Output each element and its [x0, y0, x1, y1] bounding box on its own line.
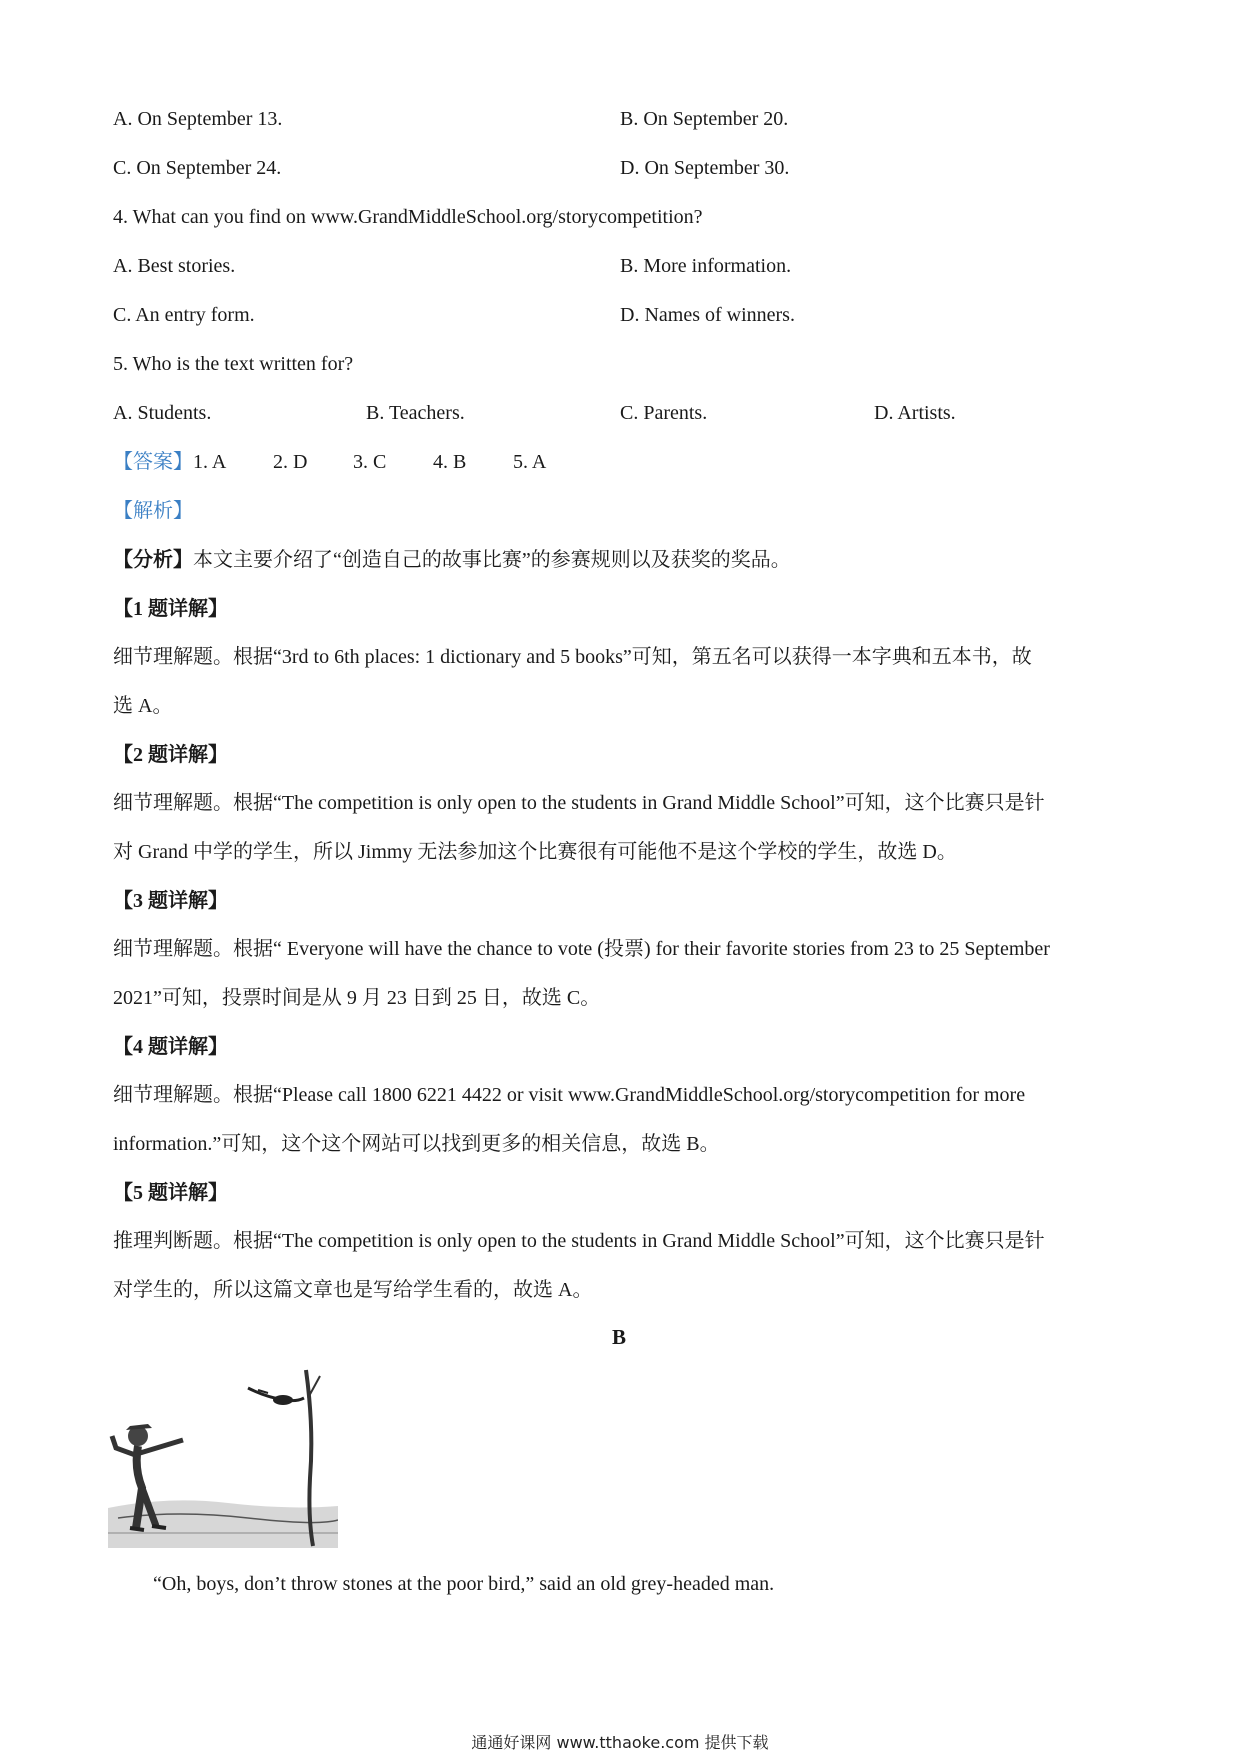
boy-throwing-stone-illustration — [108, 1368, 338, 1548]
q3-option-a: A. On September 13. — [113, 108, 283, 130]
answer-label: 【答案】 — [113, 451, 193, 473]
answer-item-1: 1. A — [193, 451, 227, 473]
detail-3-line1: 细节理解题。根据“ Everyone will have the chance to vote (投票) for their favorite stories from 23 to 25 September — [113, 938, 1050, 960]
summary-label: 【分析】 — [113, 549, 193, 571]
analysis-label: 【解析】 — [113, 500, 193, 522]
q4-question: 4. What can you find on www.GrandMiddleSchool.org/storycompetition? — [113, 206, 703, 228]
detail-5-line2: 对学生的，所以这篇文章也是写给学生看的，故选 A。 — [113, 1279, 593, 1301]
q5-option-a: A. Students. — [113, 402, 212, 424]
q3-option-c: C. On September 24. — [113, 157, 282, 179]
footer-watermark: 通通好课网 www.tthaoke.com 提供下载 — [471, 1733, 769, 1752]
detail-5-line1: 推理判断题。根据“The competition is only open to the students in Grand Middle School”可知，这个比赛只是针 — [113, 1230, 1045, 1252]
detail-1-line1: 细节理解题。根据“3rd to 6th places: 1 dictionary and 5 books”可知，第五名可以获得一本字典和五本书，故 — [113, 646, 1032, 668]
q4-option-b: B. More information. — [620, 255, 792, 277]
q5-option-b: B. Teachers. — [366, 402, 465, 424]
answer-item-5: 5. A — [513, 451, 547, 473]
summary-line — [113, 546, 791, 574]
detail-4-label: 【4 题详解】 — [113, 1036, 228, 1058]
detail-3-line2: 2021”可知，投票时间是从 9 月 23 日到 25 日，故选 C。 — [113, 987, 601, 1009]
q3-option-d: D. On September 30. — [620, 157, 790, 179]
q4-option-a: A. Best stories. — [113, 255, 236, 277]
q3-option-b: B. On September 20. — [620, 108, 789, 130]
story-first-line: “Oh, boys, don’t throw stones at the poor bird,” said an old grey-headed man. — [153, 1573, 775, 1595]
answer-item-2: 2. D — [273, 451, 308, 473]
detail-5-label: 【5 题详解】 — [113, 1182, 228, 1204]
q4-option-d: D. Names of winners. — [620, 304, 795, 326]
answer-item-4: 4. B — [433, 451, 467, 473]
section-b-heading: B — [612, 1325, 627, 1349]
q5-question: 5. Who is the text written for? — [113, 353, 354, 375]
summary-text: 本文主要介绍了“创造自己的故事比赛”的参赛规则以及获奖的奖品。 — [193, 549, 791, 571]
detail-4-line2: information.”可知，这个这个网站可以找到更多的相关信息，故选 B。 — [113, 1133, 720, 1155]
answer-line — [113, 448, 546, 476]
detail-2-label: 【2 题详解】 — [113, 744, 228, 766]
detail-3-label: 【3 题详解】 — [113, 890, 228, 912]
detail-1-line2: 选 A。 — [113, 695, 173, 717]
detail-2-line1: 细节理解题。根据“The competition is only open to the students in Grand Middle School”可知，这个比赛只是针 — [113, 792, 1045, 814]
detail-2-line2: 对 Grand 中学的学生，所以 Jimmy 无法参加这个比赛很有可能他不是这个学校的学生，故选 D。 — [113, 841, 957, 863]
detail-1-label: 【1 题详解】 — [113, 598, 228, 620]
detail-4-line1: 细节理解题。根据“Please call 1800 6221 4422 or visit www.GrandMiddleSchool.org/storycompetition for more — [113, 1084, 1026, 1106]
q4-option-c: C. An entry form. — [113, 304, 255, 326]
answer-item-3: 3. C — [353, 451, 387, 473]
q5-option-c: C. Parents. — [620, 402, 708, 424]
q5-option-d: D. Artists. — [874, 402, 956, 424]
